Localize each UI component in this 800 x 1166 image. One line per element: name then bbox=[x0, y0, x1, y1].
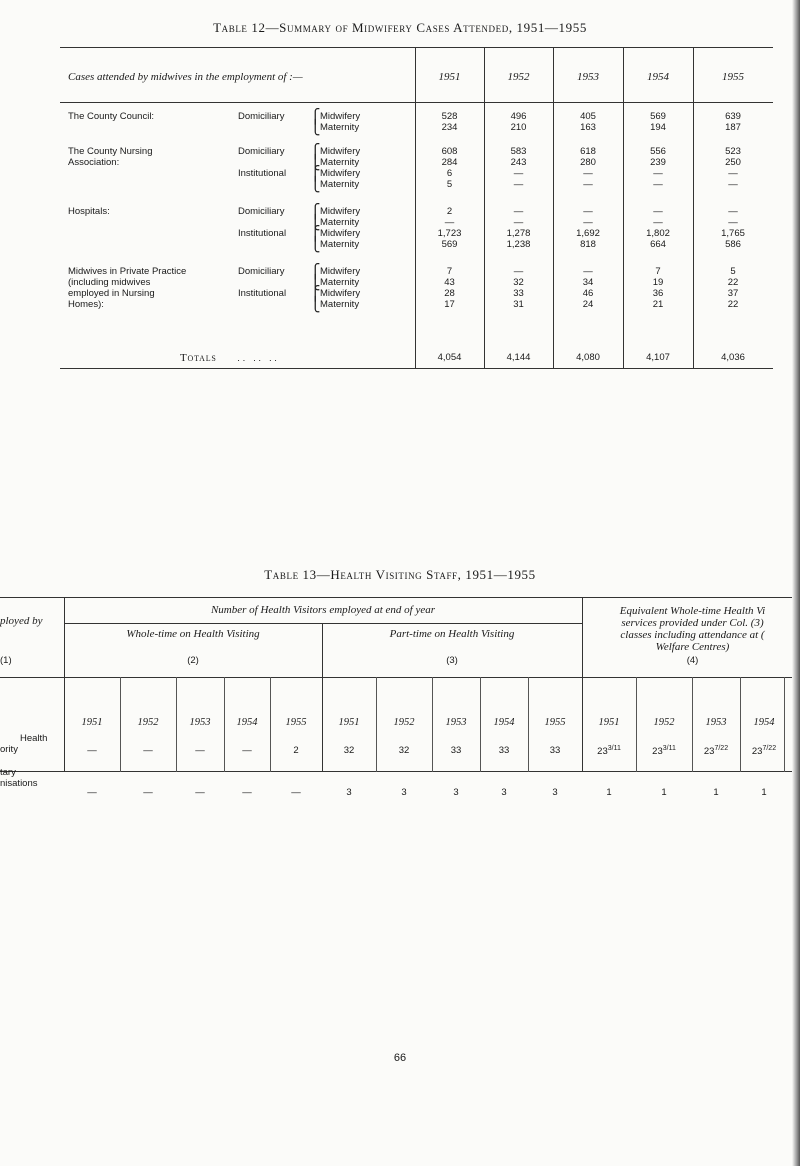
table12-cell-value: 19 bbox=[652, 277, 664, 288]
table13-year-header: 1955 bbox=[544, 717, 566, 728]
table13-cell-value: 33 bbox=[450, 745, 462, 756]
table12-cell-value: — bbox=[583, 217, 593, 228]
table12-cell-value: 280 bbox=[580, 157, 596, 168]
table13-year-header: 1954 bbox=[753, 717, 775, 728]
table12-cell-value: — bbox=[653, 179, 663, 190]
table13-equiv-fraction: 3/11 bbox=[662, 745, 676, 752]
table12-cell-value: 210 bbox=[510, 122, 527, 133]
table12-row-type: Maternity bbox=[320, 217, 360, 228]
table12-cell-value: 2 bbox=[446, 206, 453, 217]
table12-cell-value: 24 bbox=[582, 299, 594, 310]
table12-cell-value: 1,278 bbox=[506, 228, 531, 239]
table13-year-header: 1953 bbox=[705, 717, 727, 728]
brace-icon: ⎧ bbox=[310, 287, 321, 302]
table12-row-type: Maternity bbox=[320, 239, 360, 250]
table12-cell-value: — bbox=[583, 179, 593, 190]
table13-equiv-value bbox=[636, 787, 692, 798]
table12-row-type: Maternity bbox=[320, 277, 360, 288]
table12-title-prefix: Table 12 bbox=[213, 20, 266, 35]
table13-cell-value: — bbox=[87, 745, 97, 756]
table12-totals-row bbox=[60, 353, 415, 365]
table12-row-type: Maternity bbox=[320, 122, 360, 133]
table12-row-type: Midwifery bbox=[320, 266, 361, 277]
table12-year-header: 1951 bbox=[438, 71, 461, 83]
table13-whole-time-num: (2) bbox=[187, 655, 199, 666]
table12-cell-value: 32 bbox=[513, 277, 524, 288]
table12-cell-value: 250 bbox=[725, 157, 741, 168]
table12-cell-value: 405 bbox=[580, 111, 596, 122]
table12-cell-value: 21 bbox=[652, 299, 664, 310]
table12-cell-value: 569 bbox=[650, 111, 666, 122]
table12-cell-value: — bbox=[583, 206, 593, 217]
table12-total-value: 4,144 bbox=[506, 352, 531, 363]
brace-icon: ⎩ bbox=[310, 156, 321, 171]
table13-title bbox=[0, 567, 800, 583]
table13-equiv-fraction: 3/11 bbox=[607, 745, 621, 752]
table12-cell-value: 36 bbox=[652, 288, 664, 299]
table13-whole-time-header: Whole-time on Health Visiting bbox=[126, 628, 260, 640]
table13-cell-value: 3 bbox=[501, 787, 507, 798]
table12-cell-value: 608 bbox=[441, 146, 458, 157]
table13-col1-header: ployed by bbox=[0, 615, 43, 627]
brace-icon: ⎩ bbox=[310, 216, 321, 231]
table12-cell-value: 523 bbox=[725, 146, 741, 157]
table12-cell-value: 496 bbox=[510, 111, 527, 122]
table13-cell-value: — bbox=[143, 787, 153, 798]
table12-year-header: 1952 bbox=[507, 71, 530, 83]
table12-row-type: Maternity bbox=[320, 179, 360, 190]
table13-equiv-value bbox=[582, 787, 636, 798]
table13-year-header: 1953 bbox=[445, 717, 467, 728]
table12-cell-value: 194 bbox=[650, 122, 666, 133]
table12-cell-value: — bbox=[583, 168, 593, 179]
table13-cell-value: — bbox=[195, 787, 205, 798]
table12-cell-value: 7 bbox=[446, 266, 453, 277]
table13-equiv-num: (4) bbox=[686, 655, 699, 666]
table13-title-prefix: Table 13 bbox=[264, 567, 317, 582]
table12-row-type: Maternity bbox=[320, 157, 360, 168]
table12-cell-value: — bbox=[653, 206, 663, 217]
table12-group-name: Homes): bbox=[68, 299, 104, 310]
table12-cell-value: 234 bbox=[441, 122, 458, 133]
table13-subheader-rule bbox=[64, 623, 582, 624]
table12-cell-value: 243 bbox=[510, 157, 527, 168]
table13-equiv-whole: 23 bbox=[652, 746, 663, 758]
table13-year-header: 1955 bbox=[285, 717, 307, 728]
table13 bbox=[0, 597, 800, 798]
table12-total-value: 4,107 bbox=[646, 352, 670, 363]
table13-cell-value: — bbox=[242, 745, 252, 756]
table12-cell-value: 556 bbox=[650, 146, 666, 157]
table12-row-type: Midwifery bbox=[320, 146, 361, 157]
table12-row-sub: Domiciliary bbox=[238, 146, 285, 157]
table12-cell-value: 818 bbox=[580, 239, 596, 250]
brace-icon: ⎩ bbox=[310, 276, 321, 291]
table12-totals-dots: . . . . . . bbox=[237, 353, 277, 364]
brace-icon: ⎧ bbox=[310, 265, 321, 280]
table12-cell-value: 31 bbox=[513, 299, 524, 310]
table13-equiv-value bbox=[740, 787, 788, 798]
table12-cell-value: 239 bbox=[650, 157, 666, 168]
table13-equiv-whole: 1 bbox=[661, 787, 667, 798]
table12-cell-value: 46 bbox=[582, 288, 594, 299]
table12-cell-value: 187 bbox=[725, 122, 741, 133]
table12-cell-value: 34 bbox=[582, 277, 594, 288]
table13-equiv-whole: 1 bbox=[761, 787, 767, 798]
table12-cell-value: — bbox=[728, 206, 738, 217]
table13-equiv-fraction: 7/22 bbox=[762, 745, 777, 752]
table12-row-sub: Domiciliary bbox=[238, 266, 285, 277]
table12-cell-value: — bbox=[728, 168, 738, 179]
table12-cell-value: 5 bbox=[446, 179, 453, 190]
table13-year-header: 1951 bbox=[338, 717, 360, 728]
table13-equiv-whole: 1 bbox=[713, 787, 719, 798]
table12-cell-value: — bbox=[513, 266, 524, 277]
table13-equiv-whole: 23 bbox=[751, 746, 763, 758]
table12-group-name: The County Council: bbox=[68, 111, 155, 122]
table12-cell-value: 618 bbox=[580, 146, 596, 157]
table13-cell-value: — bbox=[87, 787, 97, 798]
table13-part-time-num: (3) bbox=[446, 655, 458, 666]
table13-row-label: tary bbox=[0, 767, 16, 778]
table13-cell-value: 32 bbox=[398, 745, 410, 756]
table12-cell-value: 17 bbox=[444, 299, 455, 310]
table12-row-sub: Institutional bbox=[238, 288, 287, 299]
table12-cell-value: — bbox=[728, 179, 738, 190]
table13-year-top-rule bbox=[0, 677, 792, 678]
table12-row-sub: Domiciliary bbox=[238, 206, 285, 217]
table13-row-label: Health bbox=[20, 733, 48, 744]
table12-cell-value: 5 bbox=[730, 266, 736, 277]
table12-row-type: Midwifery bbox=[320, 168, 361, 179]
table12-total-value: 4,036 bbox=[721, 352, 745, 363]
table13-cell-value: — bbox=[242, 787, 252, 798]
table12-group-name: Association: bbox=[68, 157, 120, 168]
table12-header-rule bbox=[60, 102, 773, 103]
table13-year-header: 1952 bbox=[653, 717, 675, 728]
table12-cell-value: 1,802 bbox=[646, 228, 670, 239]
brace-icon: ⎩ bbox=[310, 121, 321, 136]
table12-cell-value: 22 bbox=[727, 277, 739, 288]
table13-cell-value: 3 bbox=[346, 787, 352, 798]
table13-year-header: 1954 bbox=[493, 717, 515, 728]
table12-cell-value: 43 bbox=[444, 277, 455, 288]
page-number: 66 bbox=[393, 1052, 407, 1064]
table13-equiv-value bbox=[692, 787, 740, 798]
table12-row-type: Midwifery bbox=[320, 228, 361, 239]
table13-row-label: ority bbox=[0, 744, 18, 755]
table13-year-header: 1952 bbox=[393, 717, 415, 728]
table12-group-name: The County Nursing bbox=[68, 146, 153, 157]
table13-year-header: 1952 bbox=[137, 717, 159, 728]
table12-cell-value: 569 bbox=[441, 239, 458, 250]
table12-cell-value: 22 bbox=[727, 299, 739, 310]
table12-cell-value: 163 bbox=[580, 122, 596, 133]
table12 bbox=[60, 47, 773, 369]
table13-cell-value: 3 bbox=[453, 787, 459, 798]
table13-equiv-header-line: Equivalent Whole-time Health Vi bbox=[619, 605, 766, 617]
table12-year-header: 1953 bbox=[577, 71, 599, 83]
table12-cell-value: 1,238 bbox=[506, 239, 531, 250]
table12-cell-value: — bbox=[444, 217, 455, 228]
table12-header-label: Cases attended by midwives in the employment of :— bbox=[68, 71, 303, 83]
table13-cell-value: 33 bbox=[549, 745, 561, 756]
table12-row-sub: Institutional bbox=[238, 228, 287, 239]
table13-equiv-fraction: 7/22 bbox=[714, 745, 729, 752]
table13-top-rule bbox=[0, 597, 792, 598]
table12-cell-value: 6 bbox=[446, 168, 453, 179]
table13-cell-value: — bbox=[291, 787, 301, 798]
brace-icon: ⎩ bbox=[310, 238, 321, 253]
table12-row-type: Midwifery bbox=[320, 288, 361, 299]
table12-cell-value: — bbox=[513, 168, 524, 179]
table12-cell-value: 28 bbox=[444, 288, 455, 299]
brace-icon: ⎧ bbox=[310, 205, 321, 220]
table12-year-header: 1955 bbox=[722, 71, 744, 83]
table13-part-time-header: Part-time on Health Visiting bbox=[389, 628, 515, 640]
brace-icon: ⎩ bbox=[310, 178, 321, 193]
table13-equiv-value bbox=[692, 745, 740, 757]
table12-bottom-rule bbox=[60, 368, 773, 369]
table12-title bbox=[0, 20, 800, 36]
table13-equiv-header bbox=[590, 605, 795, 653]
table12-cell-value: 284 bbox=[441, 157, 458, 168]
table12-cell-value: — bbox=[583, 266, 593, 277]
table12-group-name: (including midwives bbox=[68, 277, 151, 288]
table13-main-header: Number of Health Visitors employed at end of year bbox=[210, 604, 436, 616]
table12-cell-value: 528 bbox=[441, 111, 458, 122]
table13-cell-value: — bbox=[143, 745, 153, 756]
table13-year-header: 1951 bbox=[81, 717, 103, 728]
table12-group-name: employed in Nursing bbox=[68, 288, 155, 299]
table12-row-sub: Domiciliary bbox=[238, 111, 285, 122]
table12-cell-value: 664 bbox=[650, 239, 666, 250]
table12-title-rest: —Summary of Midwifery Cases Attended, 1951—1955 bbox=[265, 20, 587, 35]
table12-row-sub: Institutional bbox=[238, 168, 287, 179]
table13-cell-value: 3 bbox=[401, 787, 407, 798]
table13-equiv-header-line: services provided under Col. (3) bbox=[621, 617, 764, 629]
table12-cell-value: — bbox=[513, 217, 524, 228]
table13-equiv-whole: 23 bbox=[703, 746, 715, 758]
table12-total-value: 4,080 bbox=[576, 352, 600, 363]
table12-cell-value: 7 bbox=[655, 266, 661, 277]
table12-row-type: Midwifery bbox=[320, 111, 361, 122]
table12-cell-value: 1,765 bbox=[721, 228, 745, 239]
brace-icon: ⎧ bbox=[310, 145, 321, 160]
table12-cell-value: — bbox=[513, 179, 524, 190]
table13-year-header: 1953 bbox=[189, 717, 211, 728]
table13-row-label: nisations bbox=[0, 778, 38, 789]
table12-cell-value: 1,692 bbox=[576, 228, 600, 239]
table12-cell-value: — bbox=[653, 217, 663, 228]
table12-cell-value: 33 bbox=[513, 288, 524, 299]
table13-title-rest: —Health Visiting Staff, 1951—1955 bbox=[316, 567, 536, 582]
table13-equiv-header-line: Welfare Centres) bbox=[655, 641, 730, 653]
table12-year-header: 1954 bbox=[647, 71, 669, 83]
page-edge-shadow bbox=[792, 0, 800, 1166]
table12-cell-value: 586 bbox=[725, 239, 741, 250]
table12-top-rule bbox=[60, 47, 773, 48]
table12-group-name: Hospitals: bbox=[68, 206, 110, 217]
table12-cell-value: — bbox=[513, 206, 524, 217]
table12-cell-value: — bbox=[653, 168, 663, 179]
table12-cell-value: 639 bbox=[725, 111, 741, 122]
table13-year-header: 1954 bbox=[236, 717, 258, 728]
brace-icon: ⎧ bbox=[310, 110, 321, 125]
table13-cell-value: 3 bbox=[552, 787, 558, 798]
table13-year-header: 1951 bbox=[598, 717, 620, 728]
table13-cell-value: 2 bbox=[293, 745, 299, 756]
table13-equiv-whole: 1 bbox=[606, 787, 612, 798]
table12-cell-value: 37 bbox=[727, 288, 739, 299]
table12-cell-value: 1,723 bbox=[437, 228, 462, 239]
table13-bottom-rule bbox=[0, 771, 792, 772]
brace-icon: ⎧ bbox=[310, 167, 321, 182]
table12-totals-label: Totals bbox=[180, 352, 217, 364]
table13-equiv-header-line: classes including attendance at ( bbox=[620, 629, 765, 641]
table13-cell-value: 33 bbox=[498, 745, 510, 756]
table12-cell-value: 583 bbox=[510, 146, 527, 157]
table13-equiv-value bbox=[740, 745, 788, 757]
table12-row-type: Maternity bbox=[320, 299, 360, 310]
table13-equiv-value bbox=[636, 745, 692, 757]
table12-total-value: 4,054 bbox=[437, 352, 462, 363]
table12-group-name: Midwives in Private Practice bbox=[68, 266, 187, 277]
brace-icon: ⎩ bbox=[310, 298, 321, 313]
table13-equiv-value bbox=[582, 745, 636, 757]
table13-equiv-whole: 23 bbox=[597, 746, 608, 758]
table12-row-type: Midwifery bbox=[320, 206, 361, 217]
table13-col1-num: (1) bbox=[0, 655, 12, 666]
table12-cell-value: — bbox=[728, 217, 738, 228]
table13-cell-value: — bbox=[195, 745, 205, 756]
table13-cell-value: 32 bbox=[343, 745, 355, 756]
brace-icon: ⎧ bbox=[310, 227, 321, 242]
